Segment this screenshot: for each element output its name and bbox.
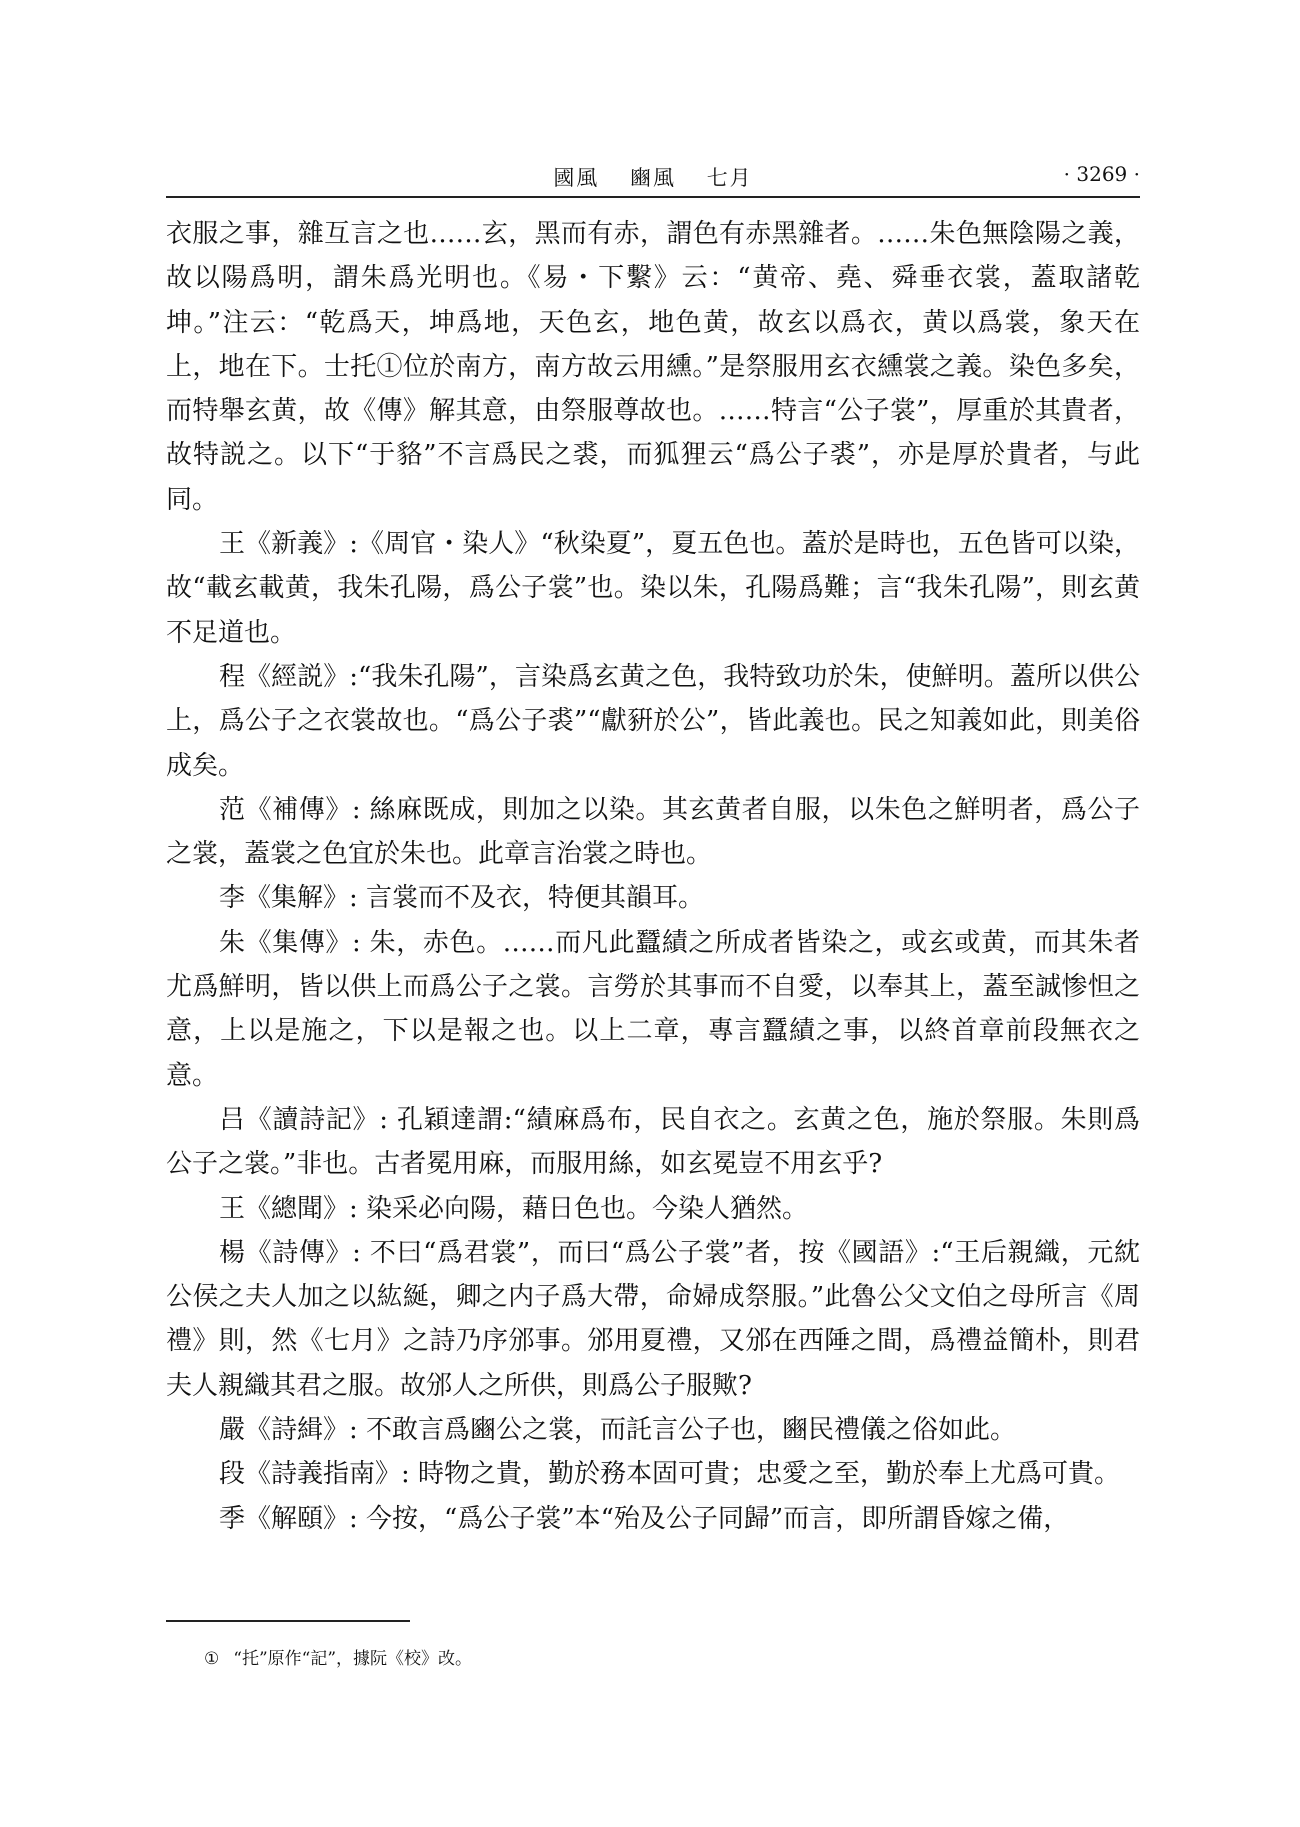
footnote-mark: ① [204,1649,220,1669]
paragraph: 范《補傳》: 絲麻既成，則加之以染。其玄黄者自服，以朱色之鮮明者，爲公子之裳，蓋裳之色宜於朱也。此章言治裳之時也。 [166,794,1140,870]
footnote-rule [166,1620,410,1622]
paragraph: 王《總聞》: 染采必向陽，藉日色也。今染人猶然。 [219,1193,809,1224]
paragraph: 楊《詩傳》: 不曰“爲君裳”，而曰“爲公子裳”者，按《國語》:“王后親織，元紞公侯之夫人加之以紘綖，卿之内子爲大帶，命婦成祭服。”此魯公父文伯之母所言《周禮》則，然《七月》之詩乃序邠事。邠用夏禮，又邠在西陲之間，爲禮益簡朴，則君夫人親織其君之服。故邠人之所供，則爲公子服歟? [166,1237,1140,1401]
header-rule [166,196,1140,198]
running-header-title [166,162,1140,192]
paragraph: 吕《讀詩記》: 孔穎達謂:“績麻爲布，民自衣之。玄黄之色，施於祭服。朱則爲公子之裳。”非也。古者冕用麻，而服用絲，如玄冕豈不用玄乎? [166,1104,1140,1180]
running-header [166,160,1140,196]
header-title-part: 七月 [706,166,753,190]
paragraph: 衣服之事，雜互言之也……玄，黑而有赤，謂色有赤黑雜者。……朱色無陰陽之義，故以陽爲明，謂朱爲光明也。《易・下繫》云：“黄帝、堯、舜垂衣裳，蓋取諸乾坤。”注云：“乾爲天，坤爲地，天色玄，地色黄，故玄以爲衣，黄以爲裳，象天在上，地在下。士托①位於南方，南方故云用纁。”是祭服用玄衣纁裳之義。染色多矣，而特舉玄黄，故《傳》解其意，由祭服尊故也。……特言“公子裳”，厚重於其貴者，故特説之。以下“于貉”不言爲民之裘，而狐狸云“爲公子裘”，亦是厚於貴者，与此同。 [166,219,1140,515]
footnote-text: “托”原作“記”，據阮《校》改。 [233,1649,473,1669]
header-title-part: 國風 [553,166,600,190]
paragraph: 季《解頤》: 今按，“爲公子裳”本“殆及公子同歸”而言，即所謂昏嫁之備， [219,1503,1070,1534]
paragraph: 王《新義》:《周官・染人》“秋染夏”，夏五色也。蓋於是時也，五色皆可以染，故“載玄載黄，我朱孔陽，爲公子裳”也。染以朱，孔陽爲難；言“我朱孔陽”，則玄黄不足道也。 [166,529,1140,648]
paragraph: 朱《集傳》: 朱，赤色。……而凡此蠶績之所成者皆染之，或玄或黄，而其朱者尤爲鮮明，皆以供上而爲公子之裳。言勞於其事而不自愛，以奉其上，蓋至誠惨怛之意，上以是施之，下以是報之也。以上二章，專言蠶績之事，以終首章前段無衣之意。 [166,927,1140,1091]
main-text [166,212,1140,1541]
paragraph: 嚴《詩緝》: 不敢言爲豳公之裳，而託言公子也，豳民禮儀之俗如此。 [219,1415,1017,1446]
paragraph: 段《詩義指南》: 時物之貴，勤於務本固可貴；忠愛之至，勤於奉上尤爲可貴。 [219,1459,1121,1490]
page-number: · 3269 · [1063,162,1140,186]
paragraph: 李《集解》: 言裳而不及衣，特便其韻耳。 [219,883,705,914]
footnote [204,1646,1104,1672]
paragraph: 程《經説》:“我朱孔陽”，言染爲玄黄之色，我特致功於朱，使鮮明。蓋所以供公上，爲公子之衣裳故也。“爲公子裘”“獻豣於公”，皆此義也。民之知義如此，則美俗成矣。 [166,661,1140,781]
header-title-part: 豳風 [630,166,676,190]
